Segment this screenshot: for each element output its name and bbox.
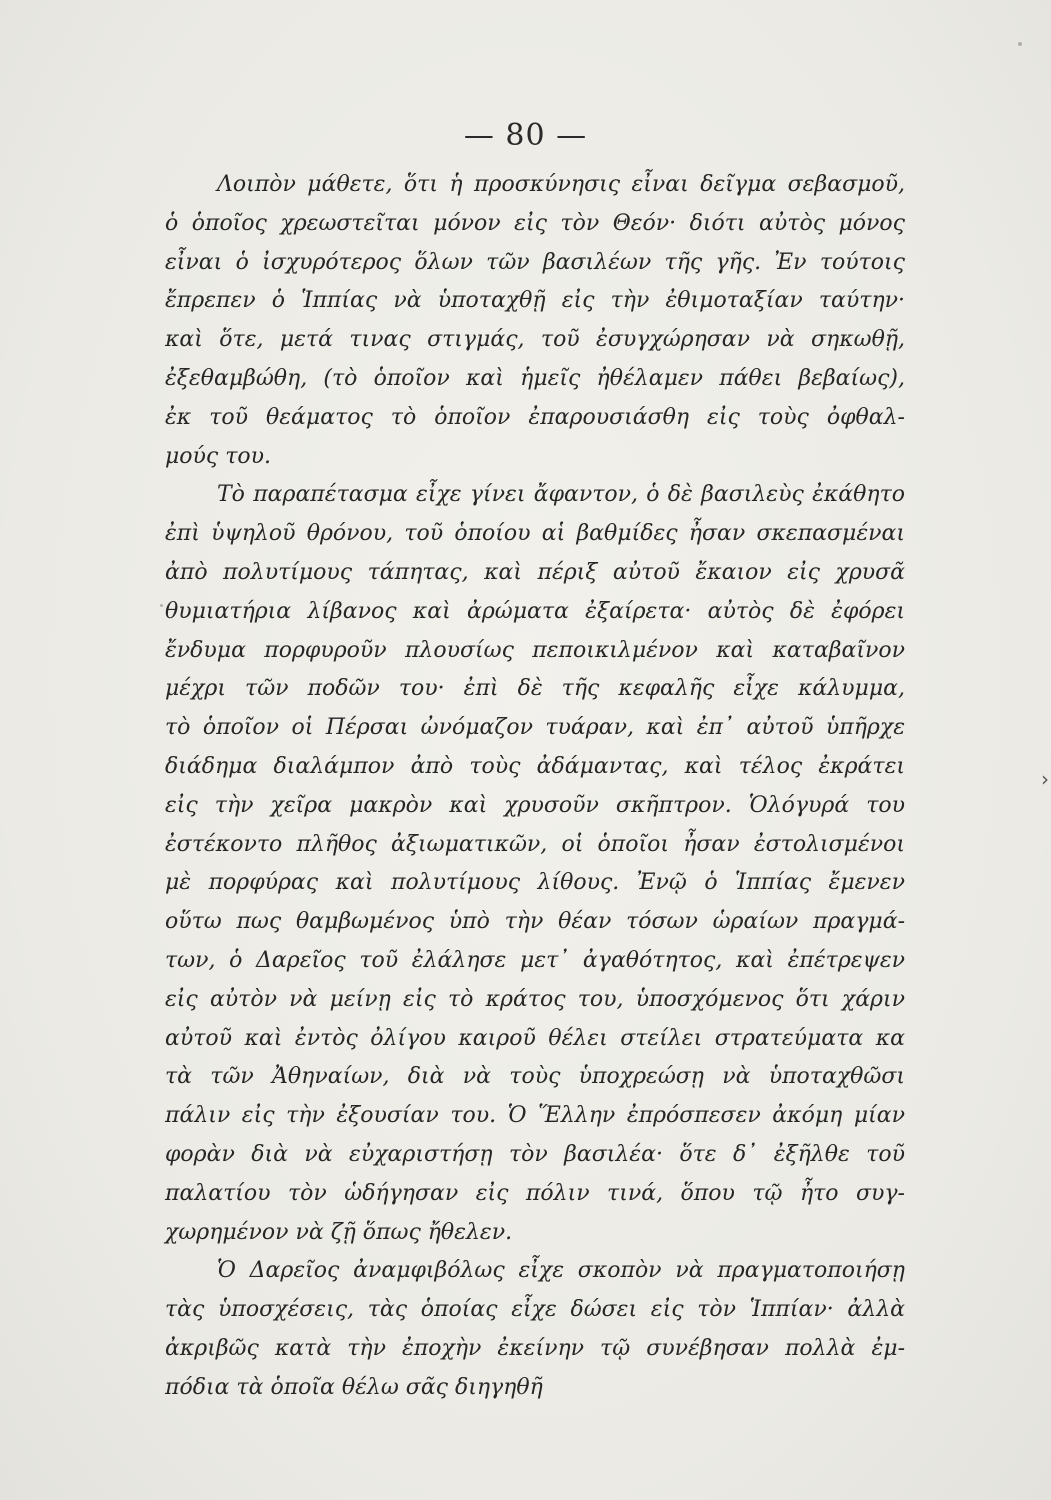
page-edge-mark: › [1041,767,1049,791]
text-line: εἰς αὐτὸν νὰ μείνῃ εἰς τὸ κράτος του, ὑποσχόμενος ὅτι χάριν [165,986,905,1012]
text-line: τὰς ὑποσχέσεις, τὰς ὁποίας εἶχε δώσει εἰς τὸν Ἱππίαν· ἀλλὰ [165,1297,905,1323]
text-line: ἔνδυμα πορφυροῦν πλουσίως πεποικιλμένον καὶ καταβαῖνον [165,637,905,663]
text-line: ἐκ τοῦ θεάματος τὸ ὁποῖον ἐπαρουσιάσθη εἰς τοὺς ὀφθαλ- [165,404,905,430]
text-line: διάδημα διαλάμπον ἀπὸ τοὺς ἀδάμαντας, καὶ τέλος ἐκράτει [165,753,905,779]
text-line: καὶ ὅτε, μετά τινας στιγμάς, τοῦ ἐσυγχώρησαν νὰ σηκωθῇ, [165,327,905,353]
text-line: ἀπὸ πολυτίμους τάπητας, καὶ πέριξ αὐτοῦ ἔκαιον εἰς χρυσᾶ [165,559,905,585]
text-line: πόδια τὰ ὁποῖα θέλω σᾶς διηγηθῆ [165,1374,543,1400]
text-line: οὕτω πως θαμβωμένος ὑπὸ τὴν θέαν τόσων ὡραίων πραγμά- [165,909,905,935]
text-line: τὸ ὁποῖον οἱ Πέρσαι ὠνόμαζον τυάραν, καὶ ἐπ᾽ αὐτοῦ ὑπῆρχε [165,715,905,741]
text-line: θυμιατήρια λίβανος καὶ ἀρώματα ἐξαίρετα· αὐτὸς δὲ ἐφόρει [165,598,905,624]
text-line: Ὁ Δαρεῖος ἀναμφιβόλως εἶχε σκοπὸν νὰ πραγματοποιήσῃ [217,1258,905,1284]
text-line: ἐπὶ ὑψηλοῦ θρόνου, τοῦ ὁποίου αἱ βαθμίδες ἦσαν σκεπασμέναι [165,521,905,547]
text-line: πάλιν εἰς τὴν ἐξουσίαν του. Ὁ Ἕλλην ἐπρόσπεσεν ἀκόμη μίαν [165,1103,905,1129]
text-line: τὰ τῶν Ἀθηναίων, διὰ νὰ τοὺς ὑποχρεώσῃ νὰ ὑποταχθῶσι [165,1064,905,1090]
text-line: Λοιπὸν μάθετε, ὅτι ἡ προσκύνησις εἶναι δεῖγμα σεβασμοῦ, [217,172,905,197]
text-line: εἶναι ὁ ἰσχυρότερος ὅλων τῶν βασιλέων τῆς γῆς. Ἐν τούτοις [165,249,905,275]
page-number: — 80 — [463,118,588,153]
text-line: φορὰν διὰ νὰ εὐχαριστήσῃ τὸν βασιλέα· ὅτε δ᾽ ἐξῆλθε τοῦ [165,1141,905,1167]
text-line: εἰς τὴν χεῖρα μακρὸν καὶ χρυσοῦν σκῆπτρον. Ὁλόγυρά του [165,792,905,818]
text-line: παλατίου τὸν ὡδήγησαν εἰς πόλιν τινά, ὅπου τῷ ἦτο συγ- [165,1180,905,1206]
text-line: αὐτοῦ καὶ ἐντὸς ὀλίγου καιροῦ θέλει στείλει στρατεύματα κα [165,1025,905,1051]
text-line: ἀκριβῶς κατὰ τὴν ἐποχὴν ἐκείνην τῷ συνέβησαν πολλὰ ἐμ- [165,1335,905,1361]
text-line: ἔπρεπεν ὁ Ἱππίας νὰ ὑποταχθῇ εἰς τὴν ἐθιμοταξίαν ταύτην· [165,288,905,314]
text-line: Τὸ παραπέτασμα εἶχε γίνει ἄφαντον, ὁ δὲ βασιλεὺς ἐκάθητο [217,482,905,508]
paper-speck [1018,42,1022,46]
text-line: ὁ ὁποῖος χρεωστεῖται μόνον εἰς τὸν Θεόν· διότι αὐτὸς μόνος [165,210,905,236]
text-line: ἐστέκοντο πλῆθος ἀξιωματικῶν, οἱ ὁποῖοι ἦσαν ἐστολισμένοι [165,831,905,857]
text-line: των, ὁ Δαρεῖος τοῦ ἐλάλησε μετ᾽ ἀγαθότητος, καὶ ἐπέτρεψεν [165,947,905,973]
body-text [165,166,905,1408]
text-line: ἐξεθαμβώθη, (τὸ ὁποῖον καὶ ἡμεῖς ἠθέλαμεν πάθει βεβαίως), [165,365,905,391]
paper-speck [160,604,163,607]
text-line: μὲ πορφύρας καὶ πολυτίμους λίθους. Ἐνῷ ὁ Ἱππίας ἔμενεν [165,870,905,896]
text-line: μούς του. [165,443,272,469]
text-line: χωρημένον νὰ ζῇ ὅπως ἤθελεν. [165,1219,513,1245]
text-line: μέχρι τῶν ποδῶν του· ἐπὶ δὲ τῆς κεφαλῆς εἶχε κάλυμμα, [165,676,905,702]
